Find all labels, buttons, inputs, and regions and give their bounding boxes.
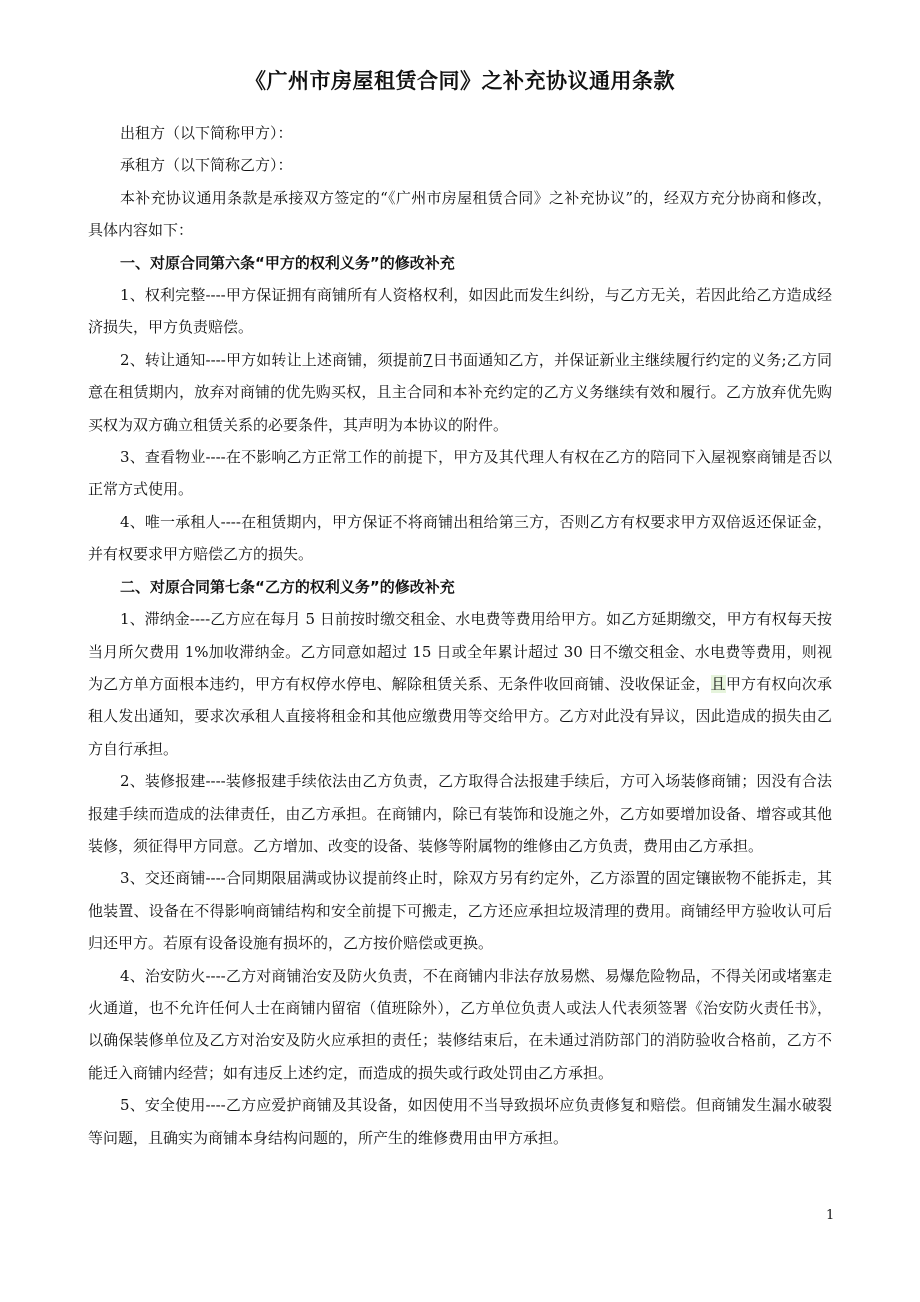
- section-2-item-3: 3、交还商铺----合同期限届满或协议提前终止时，除双方另有约定外，乙方添置的固定镶嵌物不能拆走，其他装置、设备在不得影响商铺结构和安全前提下可搬走，乙方还应承担垃圾清理的费用。商铺经甲方验收认可后归还甲方。若原有设备设施有损坏的，乙方按价赔偿或更换。: [88, 869, 832, 953]
- section-2-item-5: 5、安全使用----乙方应爱护商铺及其设备，如因使用不当导致损坏应负责修复和赔偿。但商铺发生漏水破裂等问题，且确实为商铺本身结构问题的，所产生的维修费用由甲方承担。: [88, 1096, 832, 1147]
- section-1-item-1: 1、权利完整----甲方保证拥有商铺所有人资格权利，如因此而发生纠纷，与乙方无关，若因此给乙方造成经济损失，甲方负责赔偿。: [88, 286, 832, 337]
- section-1-item-2: [88, 344, 832, 441]
- lessee-line: 承租方（以下简称乙方）：: [120, 156, 293, 175]
- section-2-item-1-post: 甲方有权向次承租人发出通知，要求次承租人直接将租金和其他应缴费用等交给甲方。乙方对此没有异议，因此造成的损失由乙方自行承担。: [88, 674, 832, 758]
- section-2-heading: 二、对原合同第七条“乙方的权利义务”的修改补充: [120, 577, 455, 596]
- lessor-line: 出租方（以下简称甲方）：: [120, 124, 293, 142]
- section-2-item-2: 2、装修报建----装修报建手续依法由乙方负责，乙方取得合法报建手续后，方可入场装修商铺；因没有合法报建手续而造成的法律责任，由乙方承担。在商铺内，除已有装饰和设施之外，乙方如要增加设备、增容或其他装修，须征得甲方同意。乙方增加、改变的设备、装修等附属物的维修由乙方负责，费用由乙方承担。: [88, 772, 832, 855]
- section-1-item-3: 3、查看物业----在不影响乙方正常工作的前提下，甲方及其代理人有权在乙方的陪同下入屋视察商铺是否以正常方式使用。: [88, 448, 832, 499]
- section-1-heading: 一、对原合同第六条“甲方的权利义务”的修改补充: [120, 253, 455, 272]
- notice-days-value: 7: [423, 350, 433, 369]
- section-1-item-2-pre: 2、转让通知----甲方如转让上述商铺，须提前: [120, 350, 424, 369]
- document-title: 《广州市房屋租赁合同》之补充协议通用条款: [245, 69, 675, 93]
- page-number: 1: [826, 1208, 835, 1223]
- section-2-item-1-pre: 1、滞纳金----乙方应在每月 5 日前按时缴交租金、水电费等费用给甲方。如乙方延期缴交，甲方有权每天按当月所欠费用 1%加收滞纳金。乙方同意如超过 15 日或全年累计超过 30 日不缴交租金、水电费等费用，则视为乙方单方面根本违约，甲方有权停水停电、解除租赁关系、无条件收回商铺、没收保证金，: [88, 610, 832, 693]
- intro-paragraph: 本补充协议通用条款是承接双方签定的“《广州市房屋租赁合同》之补充协议”的，经双方充分协商和修改，具体内容如下：: [88, 188, 832, 240]
- section-2-item-4: 4、治安防火----乙方对商铺治安及防火负责，不在商铺内非法存放易燃、易爆危险物品，不得关闭或堵塞走火通道，也不允许任何人士在商铺内留宿（值班除外），乙方单位负责人或法人代表须签署《治安防火责任书》，以确保装修单位及乙方对治安及防火应承担的责任；装修结束后，在未通过消防部门的消防验收合格前，乙方不能迁入商铺内经营；如有违反上述约定，而造成的损失或行政处罚由乙方承担。: [88, 966, 832, 1082]
- document-body: [88, 117, 832, 1154]
- section-2-item-1: [88, 603, 832, 765]
- section-1-item-4: 4、唯一承租人----在租赁期内，甲方保证不将商铺出租给第三方，否则乙方有权要求甲方双倍返还保证金，并有权要求甲方赔偿乙方的损失。: [88, 512, 832, 564]
- section-1-item-2-post: 日书面通知乙方，并保证新业主继续履行约定的义务;乙方同意在租赁期内，放弃对商铺的优先购买权，且主合同和本补充约定的乙方义务继续有效和履行。乙方放弃优先购买权为双方确立租赁关系的必要条件，其声明为本协议的附件。: [88, 350, 832, 434]
- highlighted-text: 且: [710, 674, 726, 693]
